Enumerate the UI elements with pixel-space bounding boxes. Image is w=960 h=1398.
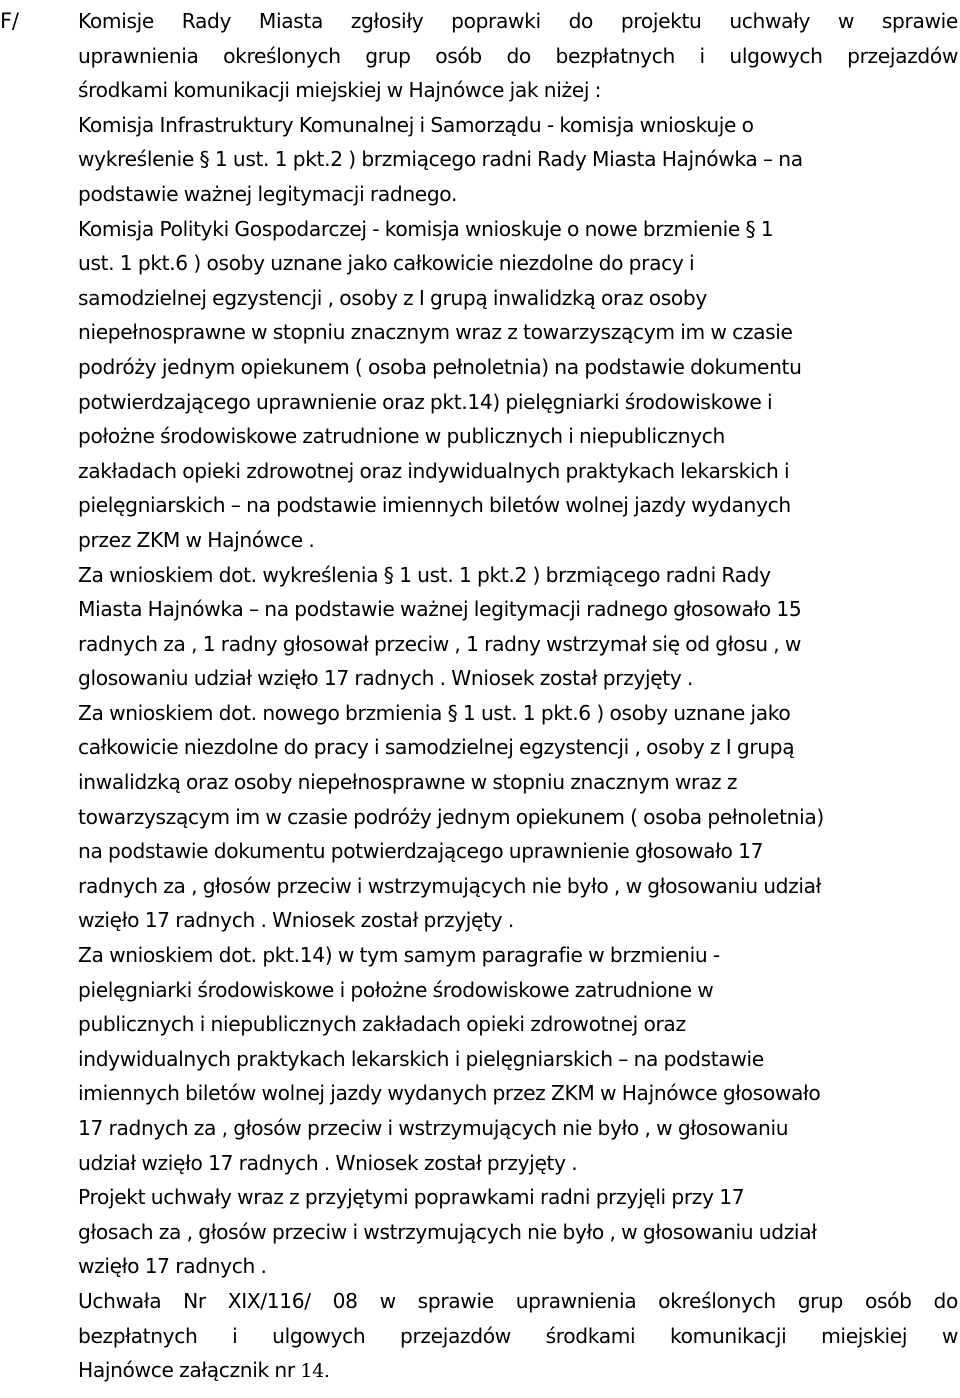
text-line-content: uprawnienia określonych grup osób do bezpłatnych i ulgowych przejazdów <box>78 43 958 68</box>
text-line <box>78 488 958 523</box>
text-line <box>78 1007 958 1042</box>
text-line-content: wzięło 17 radnych . <box>78 1254 267 1279</box>
text-line-content: środkami komunikacji miejskiej w Hajnówce jak niżej : <box>78 78 602 103</box>
text-line <box>78 246 958 281</box>
text-line-content: publicznych i niepublicznych zakładach opieki zdrowotnej oraz <box>78 1012 686 1037</box>
text-line-content: radnych za , głosów przeciw i wstrzymujących nie było , w głosowaniu udział <box>78 873 822 898</box>
text-line <box>78 696 958 731</box>
text-line-content: radnych za , 1 radny głosował przeciw , 1 radny wstrzymał się od głosu , w <box>78 631 802 656</box>
text-line <box>78 1353 958 1388</box>
text-line-content: Miasta Hajnówka – na podstawie ważnej legitymacji radnego głosowało 15 <box>78 597 802 622</box>
text-line <box>78 212 958 247</box>
text-line-content: imiennych biletów wolnej jazdy wydanych przez ZKM w Hajnówce głosowało <box>78 1081 821 1106</box>
text-line <box>78 315 958 350</box>
text-line-content: glosowaniu udział wzięło 17 radnych . Wniosek został przyjęty . <box>78 666 694 691</box>
text-line-content: Projekt uchwały wraz z przyjętymi poprawkami radni przyjęli przy 17 <box>78 1185 745 1210</box>
text-line <box>78 523 958 558</box>
text-line <box>78 1284 958 1319</box>
text-line <box>78 903 958 938</box>
text-line-content: położne środowiskowe zatrudnione w publicznych i niepublicznych <box>78 424 725 449</box>
text-line-content: Hajnówce załącznik nr <box>78 1358 301 1383</box>
text-line <box>78 419 958 454</box>
text-line <box>78 558 958 593</box>
text-line-content: Komisja Infrastruktury Komunalnej i Samorządu - komisja wnioskuje o <box>78 112 754 137</box>
text-line <box>78 385 958 420</box>
text-line-content: pielęgniarki środowiskowe i położne środowiskowe zatrudnione w <box>78 977 714 1002</box>
text-line <box>78 1146 958 1181</box>
text-line <box>78 1111 958 1146</box>
text-line <box>78 869 958 904</box>
text-line <box>78 938 958 973</box>
text-line <box>78 454 958 489</box>
text-line <box>78 834 958 869</box>
text-line <box>78 39 958 74</box>
text-line-content: inwalidzką oraz osoby niepełnosprawne w stopniu znacznym wraz z <box>78 770 738 795</box>
text-line-content: Za wnioskiem dot. wykreślenia § 1 ust. 1 pkt.2 ) brzmiącego radni Rady <box>78 562 771 587</box>
text-line-content: Komisja Polityki Gospodarczej - komisja wnioskuje o nowe brzmienie § 1 <box>78 216 774 241</box>
text-line-content: udział wzięło 17 radnych . Wniosek został przyjęty . <box>78 1150 578 1175</box>
text-line <box>78 4 958 39</box>
text-line-content: pielęgniarskich – na podstawie imiennych biletów wolnej jazdy wydanych <box>78 493 791 518</box>
section-label: F/ <box>0 9 19 33</box>
text-line-content: niepełnosprawne w stopniu znacznym wraz z towarzyszącym im w czasie <box>78 320 793 345</box>
text-line <box>78 281 958 316</box>
text-line <box>78 765 958 800</box>
text-line-content: 17 radnych za , głosów przeciw i wstrzymujących nie było , w głosowaniu <box>78 1116 789 1140</box>
text-line <box>78 661 958 696</box>
text-line-content: głosach za , głosów przeciw i wstrzymujących nie było , w głosowaniu udział <box>78 1219 817 1244</box>
text-line-content: wzięło 17 radnych . Wniosek został przyjęty . <box>78 908 514 933</box>
text-line <box>78 1180 958 1215</box>
text-line-content: samodzielnej egzystencji , osoby z I grupą inwalidzką oraz osoby <box>78 285 707 310</box>
text-line <box>78 350 958 385</box>
text-line-content: wykreślenie § 1 ust. 1 pkt.2 ) brzmiącego radni Rady Miasta Hajnówka – na <box>78 147 803 172</box>
attachment-number: 14. <box>300 1360 330 1383</box>
text-line <box>78 177 958 212</box>
text-line <box>78 592 958 627</box>
text-line <box>78 1319 958 1354</box>
text-line-content: zakładach opieki zdrowotnej oraz indywidualnych praktykach lekarskich i <box>78 458 790 483</box>
text-line <box>78 627 958 662</box>
text-line-content: podstawie ważnej legitymacji radnego. <box>78 181 458 206</box>
text-line-content: indywidualnych praktykach lekarskich i pielęgniarskich – na podstawie <box>78 1046 764 1071</box>
text-line <box>78 1076 958 1111</box>
text-line-content: bezpłatnych i ulgowych przejazdów środkami komunikacji miejskiej w <box>78 1323 958 1348</box>
text-line-content: towarzyszącym im w czasie podróży jednym opiekunem ( osoba pełnoletnia) <box>78 804 824 829</box>
text-line <box>78 1215 958 1250</box>
text-line-content: Komisje Rady Miasta zgłosiły poprawki do projektu uchwały w sprawie <box>78 9 958 33</box>
text-line-content: przez ZKM w Hajnówce . <box>78 527 315 552</box>
text-line-content: potwierdzającego uprawnienie oraz pkt.14) pielęgniarki środowiskowe i <box>78 389 773 414</box>
text-line <box>78 1042 958 1077</box>
text-line-content: na podstawie dokumentu potwierdzającego uprawnienie głosowało 17 <box>78 839 764 864</box>
text-line-content: Uchwała Nr XIX/116/ 08 w sprawie uprawnienia określonych grup osób do <box>78 1288 958 1313</box>
text-line <box>78 108 958 143</box>
text-line-content: Za wnioskiem dot. pkt.14) w tym samym paragrafie w brzmieniu - <box>78 943 720 968</box>
text-line <box>78 73 958 108</box>
text-line-content: ust. 1 pkt.6 ) osoby uznane jako całkowicie niezdolne do pracy i <box>78 251 695 276</box>
text-line-content: podróży jednym opiekunem ( osoba pełnoletnia) na podstawie dokumentu <box>78 354 802 379</box>
text-line-content: Za wnioskiem dot. nowego brzmienia § 1 ust. 1 pkt.6 ) osoby uznane jako <box>78 700 791 725</box>
text-line <box>78 800 958 835</box>
text-line <box>78 1249 958 1284</box>
text-line-content: całkowicie niezdolne do pracy i samodzielnej egzystencji , osoby z I grupą <box>78 735 795 760</box>
text-line <box>78 730 958 765</box>
document-body <box>78 4 958 1388</box>
text-line <box>78 973 958 1008</box>
text-line <box>78 142 958 177</box>
